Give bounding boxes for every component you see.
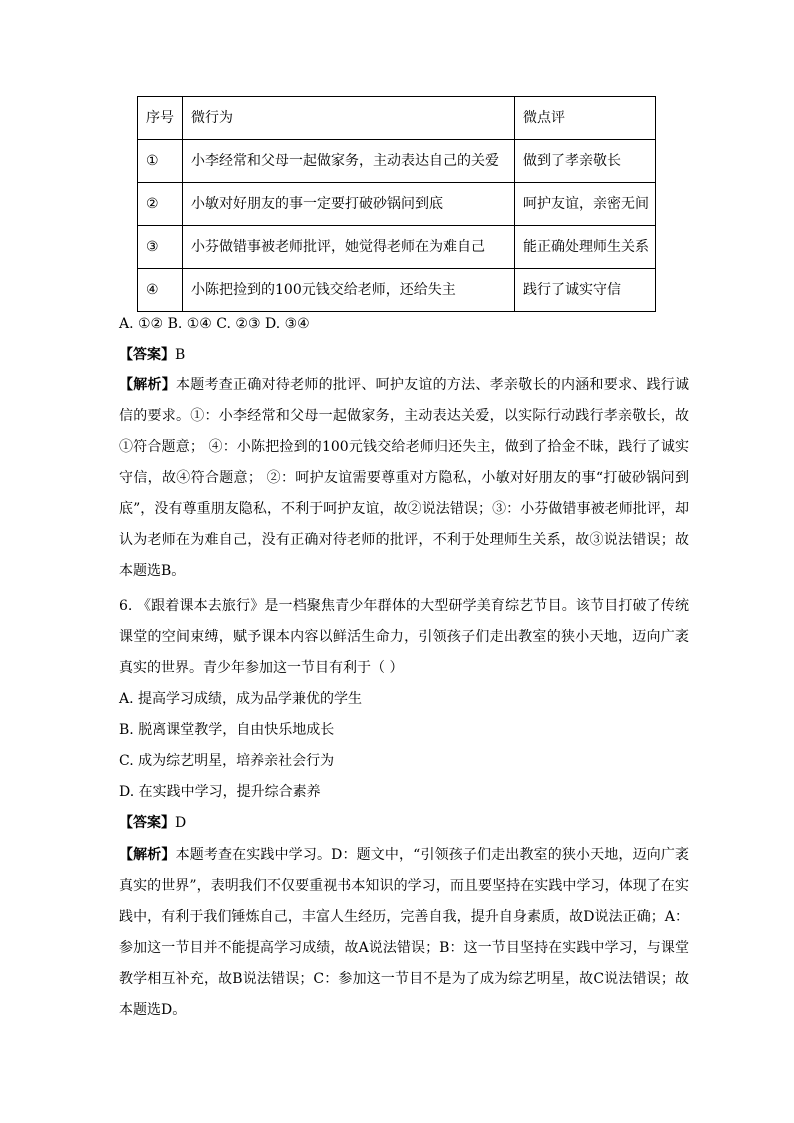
q6-option-b: B. 脱离课堂教学，自由快乐地成长 bbox=[119, 722, 335, 738]
cell-behavior: 小敏对好朋友的事一定要打破砂锅问到底 bbox=[183, 183, 515, 226]
cell-behavior: 小李经常和父母一起做家务，主动表达自己的关爱 bbox=[183, 140, 515, 183]
cell-no: ③ bbox=[138, 226, 183, 269]
answer-label: 【答案】 bbox=[119, 347, 175, 363]
table-row bbox=[138, 140, 656, 183]
header-behavior: 微行为 bbox=[183, 97, 515, 140]
q6-option-a: A. 提高学习成绩，成为品学兼优的学生 bbox=[119, 691, 363, 707]
cell-comment: 能正确处理师生关系 bbox=[515, 226, 656, 269]
q6-answer bbox=[119, 813, 186, 833]
q5-analysis bbox=[119, 370, 689, 587]
table-row bbox=[138, 269, 656, 312]
analysis-label: 【解析】 bbox=[119, 847, 176, 863]
answer-value: B bbox=[175, 347, 186, 363]
cell-comment: 做到了孝亲敬长 bbox=[515, 140, 656, 183]
cell-behavior: 小陈把捡到的100元钱交给老师，还给失主 bbox=[183, 269, 515, 312]
table-row bbox=[138, 183, 656, 226]
behavior-table bbox=[137, 96, 656, 312]
analysis-label: 【解析】 bbox=[119, 377, 177, 393]
q5-options: A. ①② B. ①④ C. ②③ D. ③④ bbox=[119, 316, 310, 332]
analysis-text: 本题考查在实践中学习。D：题文中，“引领孩子们走出教室的狭小天地，迈向广袤真实的世界”，表明我们不仅要重视书本知识的学习，而且要坚持在实践中学习，体现了在实践中，有利于我们锤炼自己，丰富人生经历，完善自我，提升自身素质，故D说法正确；A：参加这一节目并不能提高学习成绩，故A说法错误；B：这一节目坚持在实践中学习，与课堂教学相互补充，故B说法错误；C：参加这一节目不是为了成为综艺明星，故C说法错误；故本题选D。 bbox=[119, 847, 689, 1018]
analysis-text: 本题考查正确对待老师的批评、呵护友谊的方法、孝亲敬长的内涵和要求、践行诚信的要求。①：小李经常和父母一起做家务，主动表达关爱，以实际行动践行孝亲敬长，故①符合题意； ④：小陈把捡到的100元钱交给老师归还失主，做到了拾金不昧，践行了诚实守信，故④符合题意； ②：呵护友谊需要尊重对方隐私，小敏对好朋友的事“打破砂锅问到底”，没有尊重朋友隐私，不利于呵护友谊，故②说法错误；③：小芬做错事被老师批评，却认为老师在为难自己，没有正确对待老师的批评，不利于处理师生关系，故③说法错误；故本题选B。 bbox=[119, 377, 690, 579]
table-header-row bbox=[138, 97, 656, 140]
answer-value: D bbox=[175, 815, 187, 831]
cell-no: ④ bbox=[138, 269, 183, 312]
cell-comment: 呵护友谊，亲密无间 bbox=[515, 183, 656, 226]
cell-no: ① bbox=[138, 140, 183, 183]
answer-label: 【答案】 bbox=[119, 815, 175, 831]
cell-no: ② bbox=[138, 183, 183, 226]
q5-answer bbox=[119, 345, 185, 365]
cell-behavior: 小芬做错事被老师批评，她觉得老师在为难自己 bbox=[183, 226, 515, 269]
q6-analysis bbox=[119, 840, 689, 1026]
header-comment: 微点评 bbox=[515, 97, 656, 140]
table-row bbox=[138, 226, 656, 269]
header-no: 序号 bbox=[138, 97, 183, 140]
cell-comment: 践行了诚实守信 bbox=[515, 269, 656, 312]
q6-stem: 6. 《跟着课本去旅行》是一档聚焦青少年群体的大型研学美育综艺节目。该节目打破了传统课堂的空间束缚，赋予课本内容以鲜活生命力，引领孩子们走出教室的狭小天地，迈向广袤真实的世界。青少年参加这一节目有利于（ ） bbox=[119, 598, 689, 676]
q6-option-d: D. 在实践中学习，提升综合素养 bbox=[119, 784, 321, 800]
q6-option-c: C. 成为综艺明星，培养亲社会行为 bbox=[119, 753, 335, 769]
